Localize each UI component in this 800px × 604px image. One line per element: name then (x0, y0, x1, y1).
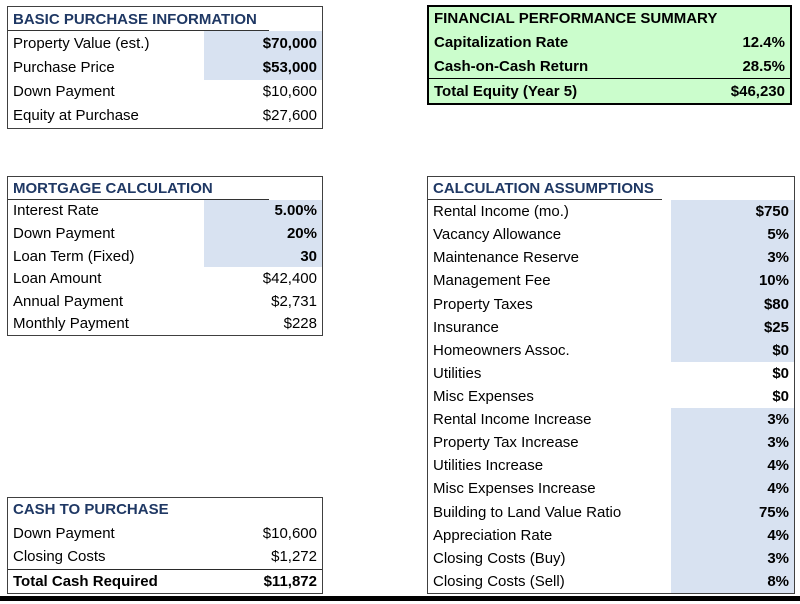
table-row (428, 269, 794, 292)
calculation-assumptions-table (427, 176, 795, 594)
input-cell[interactable]: 5.00% (204, 200, 322, 223)
table-row (429, 31, 790, 55)
table-row (428, 385, 794, 408)
row-value: $1,272 (271, 548, 317, 566)
table-row (8, 569, 322, 594)
table-row (8, 55, 322, 79)
input-cell[interactable]: 3% (671, 431, 794, 454)
row-label: Capitalization Rate (434, 34, 569, 52)
row-label: Vacancy Allowance (433, 226, 562, 244)
financial-summary-table (427, 5, 792, 105)
table-row (8, 290, 322, 313)
row-label: Down Payment (13, 83, 115, 101)
table-row (428, 501, 794, 524)
input-cell[interactable]: 30 (204, 245, 322, 268)
row-label: Closing Costs (Sell) (433, 572, 565, 590)
financial-summary-title: FINANCIAL PERFORMANCE SUMMARY (429, 7, 790, 31)
row-label: Maintenance Reserve (433, 249, 579, 267)
row-label: Misc Expenses (433, 388, 534, 406)
row-value: $2,731 (271, 292, 317, 310)
basic-purchase-title: BASIC PURCHASE INFORMATION (8, 7, 322, 31)
row-value: $11,872 (263, 572, 317, 590)
table-row (428, 570, 794, 593)
table-row (8, 104, 322, 128)
input-cell[interactable]: 4% (671, 477, 794, 500)
table-row (428, 477, 794, 500)
row-label: Building to Land Value Ratio (433, 503, 622, 521)
cash-to-purchase-table (7, 497, 323, 594)
input-cell[interactable]: $53,000 (204, 55, 322, 79)
row-value: $0 (772, 364, 789, 382)
input-cell[interactable]: 75% (671, 501, 794, 524)
row-value: $10,600 (262, 83, 317, 101)
input-cell[interactable]: $70,000 (204, 31, 322, 55)
row-value: $0 (772, 388, 789, 406)
row-label: Down Payment (13, 524, 115, 542)
table-row (8, 267, 322, 290)
mortgage-calculation-title: MORTGAGE CALCULATION (8, 177, 322, 200)
row-label: Loan Amount (13, 270, 102, 288)
calculation-assumptions-title: CALCULATION ASSUMPTIONS (428, 177, 794, 200)
table-row (428, 339, 794, 362)
row-label: Purchase Price (13, 59, 115, 76)
row-label: Property Taxes (433, 295, 533, 313)
row-value: $27,600 (262, 107, 317, 125)
input-cell[interactable]: $25 (671, 316, 794, 339)
input-cell[interactable]: 3% (671, 547, 794, 570)
row-label: Property Value (est.) (13, 34, 150, 52)
row-label: Cash-on-Cash Return (434, 57, 589, 75)
row-label: Property Tax Increase (433, 434, 579, 452)
row-label: Misc Expenses Increase (433, 480, 596, 498)
row-value: 12.4% (742, 34, 785, 52)
input-cell[interactable]: 4% (671, 454, 794, 477)
table-row (428, 431, 794, 454)
table-row (8, 245, 322, 268)
input-cell[interactable]: 10% (671, 269, 794, 292)
table-row (428, 408, 794, 431)
basic-purchase-table (7, 6, 323, 129)
row-label: Total Cash Required (13, 572, 158, 590)
row-value: $228 (283, 315, 317, 333)
table-row (8, 80, 322, 104)
input-cell[interactable]: 5% (671, 223, 794, 246)
table-row (8, 545, 322, 569)
row-label: Management Fee (433, 272, 551, 290)
row-label: Utilities Increase (433, 457, 544, 475)
row-label: Rental Income (mo.) (433, 203, 569, 221)
row-label: Homeowners Assoc. (433, 341, 570, 359)
input-cell[interactable]: 3% (671, 408, 794, 431)
row-value: $46,230 (730, 82, 785, 100)
table-row (428, 200, 794, 223)
row-label: Monthly Payment (13, 315, 129, 333)
table-row (428, 246, 794, 269)
row-label: Closing Costs (13, 548, 106, 566)
row-value: 28.5% (742, 57, 785, 75)
table-row (8, 31, 322, 55)
cash-to-purchase-title: CASH TO PURCHASE (8, 498, 322, 522)
row-label: Closing Costs (Buy) (433, 549, 566, 567)
input-cell[interactable]: 20% (204, 222, 322, 245)
table-row (428, 362, 794, 385)
row-label: Rental Income Increase (433, 411, 592, 429)
row-label: Interest Rate (13, 202, 99, 220)
input-cell[interactable]: $80 (671, 293, 794, 316)
input-cell[interactable]: 4% (671, 524, 794, 547)
table-row (428, 547, 794, 570)
row-value: $10,600 (262, 524, 317, 542)
table-row (8, 312, 322, 335)
table-row (428, 454, 794, 477)
row-label: Appreciation Rate (433, 526, 553, 544)
row-label: Down Payment (13, 224, 115, 242)
row-label: Loan Term (Fixed) (13, 247, 135, 265)
row-label: Total Equity (Year 5) (434, 82, 578, 100)
row-value: $42,400 (262, 270, 317, 288)
input-cell[interactable]: 8% (671, 570, 794, 593)
input-cell[interactable]: $750 (671, 200, 794, 223)
input-cell[interactable]: $0 (671, 339, 794, 362)
table-row (429, 78, 790, 103)
table-row (428, 316, 794, 339)
table-row (8, 222, 322, 245)
mortgage-calculation-table (7, 176, 323, 336)
table-row (429, 55, 790, 79)
row-label: Annual Payment (13, 292, 124, 310)
table-row (428, 524, 794, 547)
table-row (8, 522, 322, 546)
row-label: Equity at Purchase (13, 107, 139, 125)
input-cell[interactable]: 3% (671, 246, 794, 269)
bottom-divider (0, 596, 800, 601)
row-label: Utilities (433, 364, 482, 382)
row-label: Insurance (433, 318, 499, 336)
table-row (8, 200, 322, 223)
table-row (428, 293, 794, 316)
table-row (428, 223, 794, 246)
